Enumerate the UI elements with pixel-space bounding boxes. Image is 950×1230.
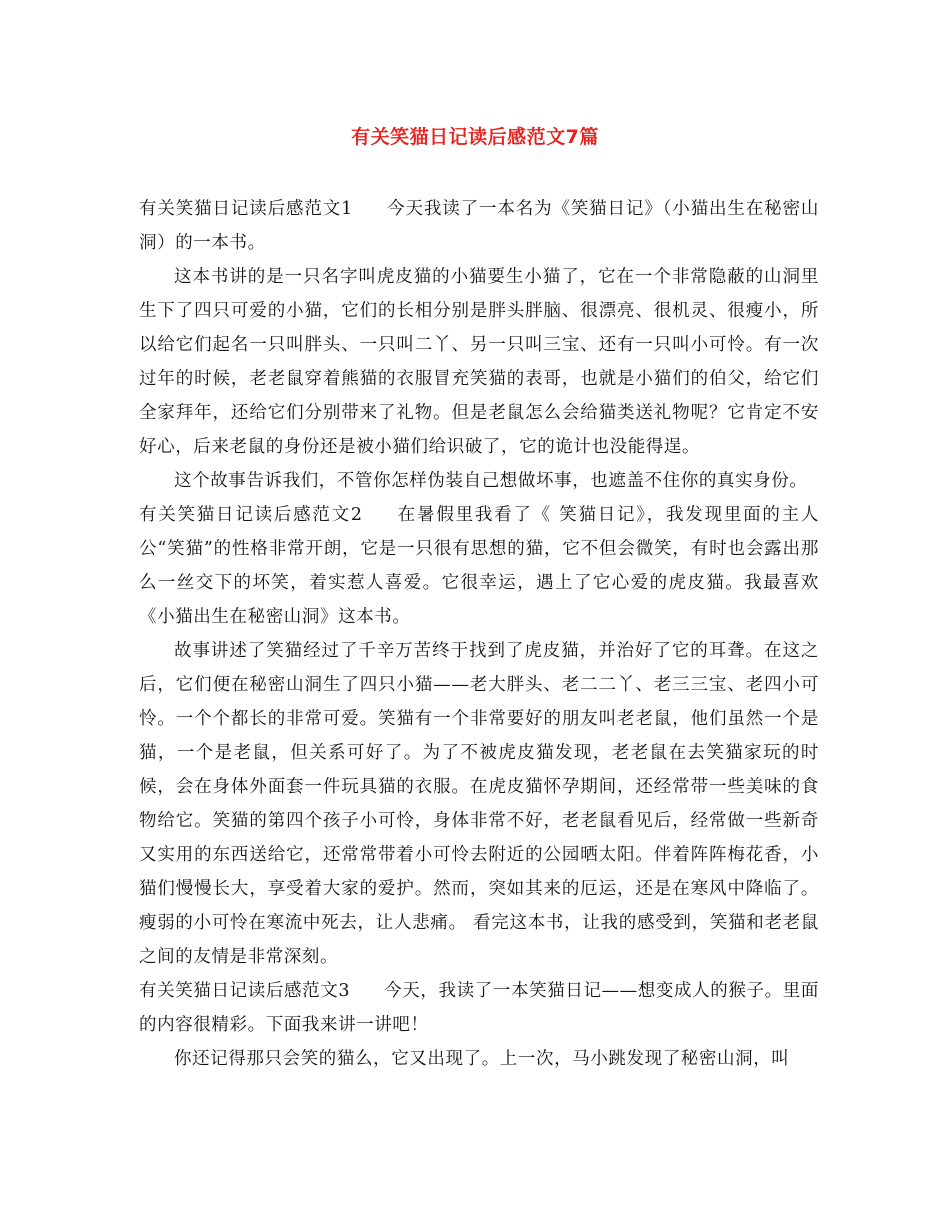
essay-2-intro-text: 在暑假里我看了《 笑猫日记》，我发现里面的主人公“笑猫”的性格非常开朗，它是一只很有思想的猫，它不但会微笑，有时也会露出那么一丝交下的坏笑，着实惹人喜爱。它很幸运，遇上了它心爱的虎皮猫。我最喜欢《小猫出生在秘密山洞》这本书。 [139,505,819,627]
paragraph-essay-3-intro [139,974,819,1042]
essay-3-intro-text: 今天，我读了一本笑猫日记——想变成人的猴子。里面的内容很精彩。下面我来讲一讲吧！ [139,981,819,1035]
essay-2-heading: 有关笑猫日记读后感范文2 [139,505,363,525]
document-body [139,192,819,1076]
paragraph-essay-1-story: 这本书讲的是一只名字叫虎皮猫的小猫要生小猫了，它在一个非常隐蔽的山洞里生下了四只可爱的小猫，它们的长相分别是胖头胖脑、很漂亮、很机灵、很瘦小，所以给它们起名一只叫胖头、一只叫二丫、另一只叫三宝、还有一只叫小可怜。有一次过年的时候，老老鼠穿着熊猫的衣服冒充笑猫的表哥，也就是小猫们的伯父，给它们全家拜年，还给它们分别带来了礼物。但是老鼠怎么会给猫类送礼物呢？它肯定不安好心，后来老鼠的身份还是被小猫们给识破了，它的诡计也没能得逞。 [139,267,819,457]
document-title: 有关笑猫日记读后感范文7篇 [351,126,599,148]
essay-3-heading: 有关笑猫日记读后感范文3 [139,981,351,1001]
paragraph-essay-2-intro [139,498,819,634]
paragraph-essay-1-intro [139,192,819,260]
paragraph-essay-2-story: 故事讲述了笑猫经过了千辛万苦终于找到了虎皮猫，并治好了它的耳聋。在这之后，它们便在秘密山洞生了四只小猫——老大胖头、老二二丫、老三三宝、老四小可怜。一个个都长的非常可爱。笑猫有一个非常要好的朋友叫老老鼠，他们虽然一个是猫，一个是老鼠，但关系可好了。为了不被虎皮猫发现，老老鼠在去笑猫家玩的时候，会在身体外面套一件玩具猫的衣服。在虎皮猫怀孕期间，还经常带一些美味的食物给它。笑猫的第四个孩子小可怜，身体非常不好，老老鼠看见后，经常做一些新奇又实用的东西送给它，还常常带着小可怜去附近的公园晒太阳。伴着阵阵梅花香，小猫们慢慢长大，享受着大家的爱护。然而，突如其来的厄运，还是在寒风中降临了。瘦弱的小可怜在寒流中死去，让人悲痛。 看完这本书，让我的感受到，笑猫和老老鼠之间的友情是非常深刻。 [139,641,819,967]
essay-1-intro-text: 今天我读了一本名为《笑猫日记》（小猫出生在秘密山洞）的一本书。 [139,199,819,253]
paragraph-essay-1-moral: 这个故事告诉我们，不管你怎样伪装自己想做坏事，也遮盖不住你的真实身份。 [174,471,808,491]
essay-1-heading: 有关笑猫日记读后感范文1 [139,199,353,219]
paragraph-essay-3-story: 你还记得那只会笑的猫么，它又出现了。上一次，马小跳发现了秘密山洞，叫 [174,1049,790,1069]
